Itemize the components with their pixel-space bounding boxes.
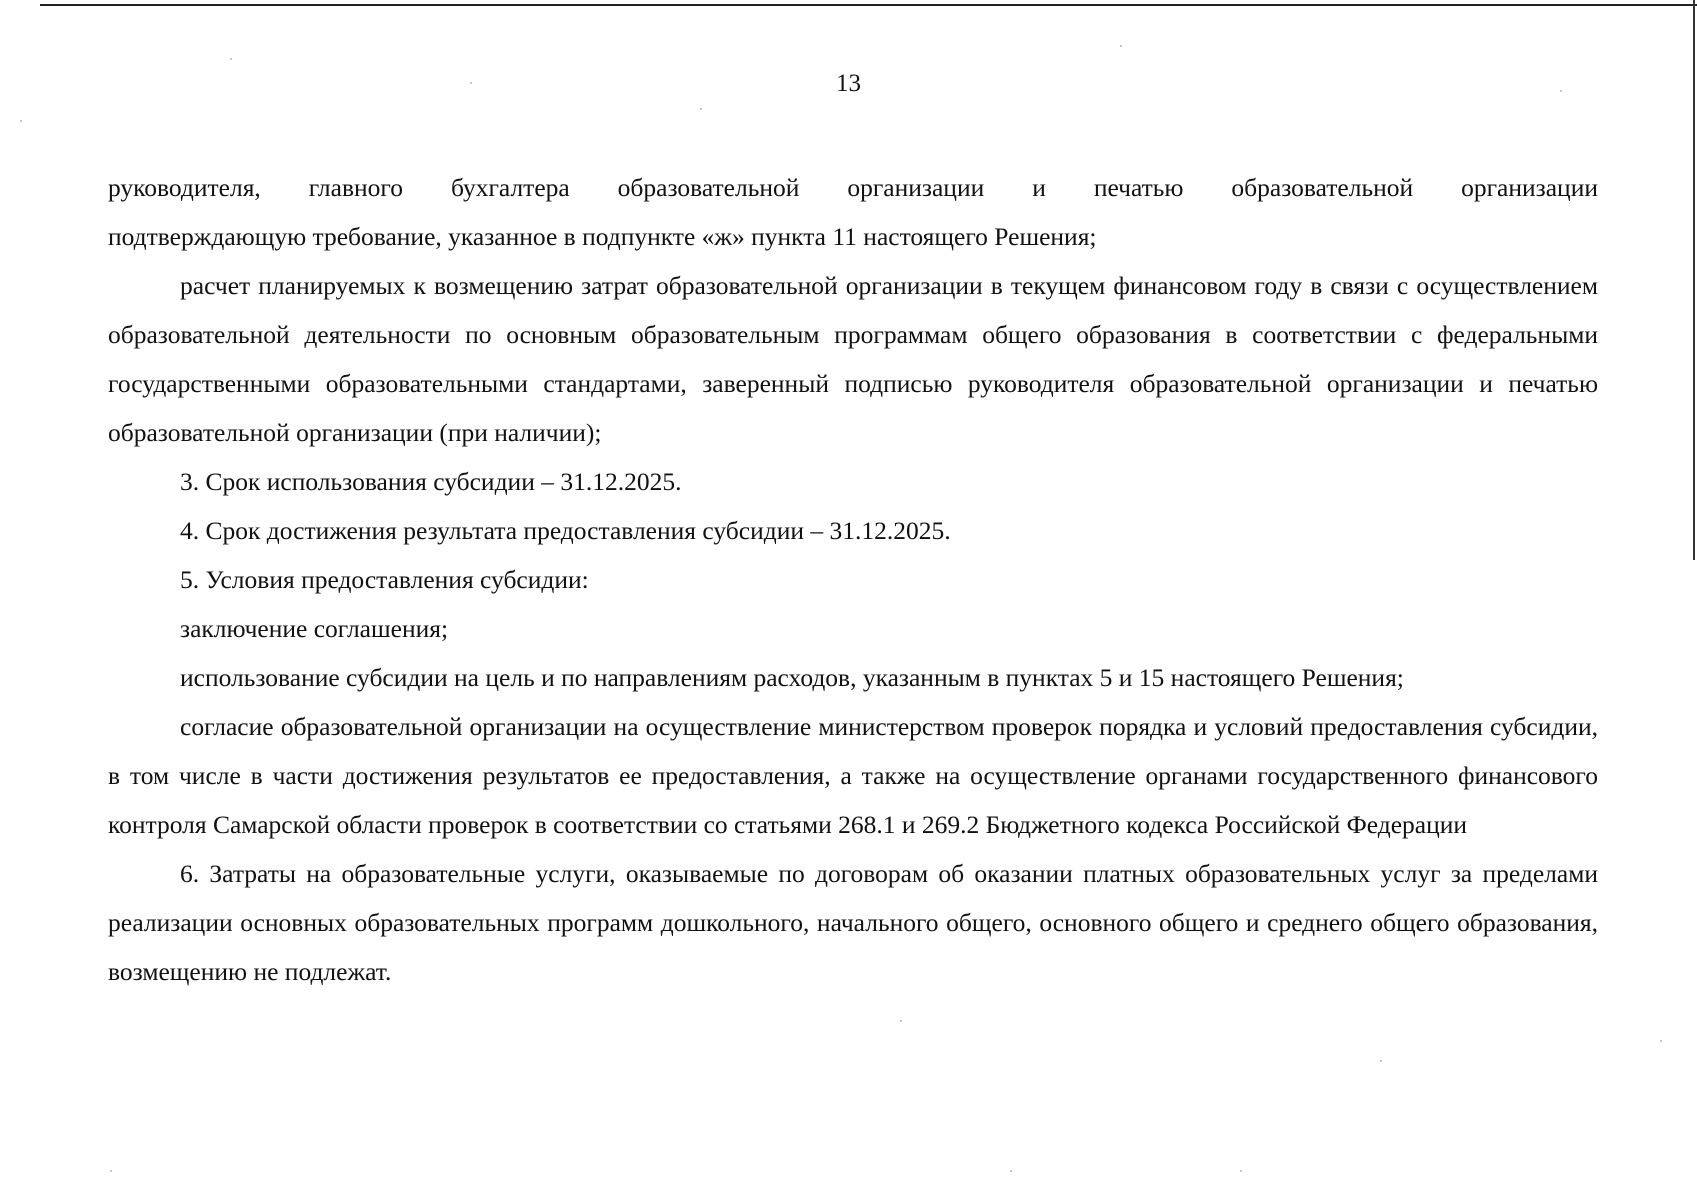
- calculation-paragraph: расчет планируемых к возмещению затрат образовательной организации в текущем финансовом году в связи с осуществлением образовательной деятельности по основным образовательным программам общего образования в соответствии с федеральными государственными образовательными стандартами, заверенный подписью руководителя образовательной организации и печатью образовательной организации (при наличии);: [108, 271, 1598, 447]
- item-6-paid-services: 6. Затраты на образовательные услуги, оказываемые по договорам об оказании платных образовательных услуг за пределами реализации основных образовательных программ дошкольного, начального общего, основного общего и среднего общего образования, возмещению не подлежат.: [108, 859, 1598, 986]
- scan-speck: [900, 1020, 902, 1022]
- condition-agreement: заключение соглашения;: [180, 614, 449, 643]
- scan-speck: [1240, 1170, 1242, 1172]
- page-number: 13: [836, 70, 861, 97]
- scan-top-rule: [40, 4, 1697, 6]
- scan-speck: [470, 82, 472, 84]
- condition-consent: согласие образовательной организации на осуществление министерством проверок порядка и условий предоставления субсидии, в том числе в части достижения результатов ее предоставления, а также на осуществление органами государственного финансового контроля Самарской области проверок в соответствии со статьями 268.1 и 269.2 Бюджетного кодекса Российской Федерации: [108, 712, 1598, 839]
- scan-speck: [1560, 90, 1562, 92]
- item-4-result-deadline: 4. Срок достижения результата предоставления субсидии – 31.12.2025.: [180, 516, 951, 545]
- document-body: [108, 163, 1598, 996]
- scan-speck: [110, 1170, 112, 1172]
- scan-speck: [700, 108, 702, 110]
- scan-speck: [1010, 1170, 1012, 1172]
- item-3-usage-deadline: 3. Срок использования субсидии – 31.12.2025.: [180, 467, 682, 496]
- scan-speck: [1660, 1040, 1662, 1042]
- scan-speck: [1120, 45, 1122, 47]
- item-5-conditions-heading: 5. Условия предоставления субсидии:: [180, 565, 589, 594]
- scan-speck: [20, 120, 22, 122]
- continuation-line: руководителя, главного бухгалтера образовательной организации и печатью образовательной организации: [108, 173, 1598, 202]
- continuation-line-end: подтверждающую требование, указанное в подпункте «ж» пункта 11 настоящего Решения;: [108, 222, 1097, 251]
- condition-purpose: использование субсидии на цель и по направлениям расходов, указанным в пунктах 5 и 15 настоящего Решения;: [180, 663, 1404, 692]
- scan-speck: [230, 58, 232, 60]
- scan-speck: [1380, 1060, 1382, 1062]
